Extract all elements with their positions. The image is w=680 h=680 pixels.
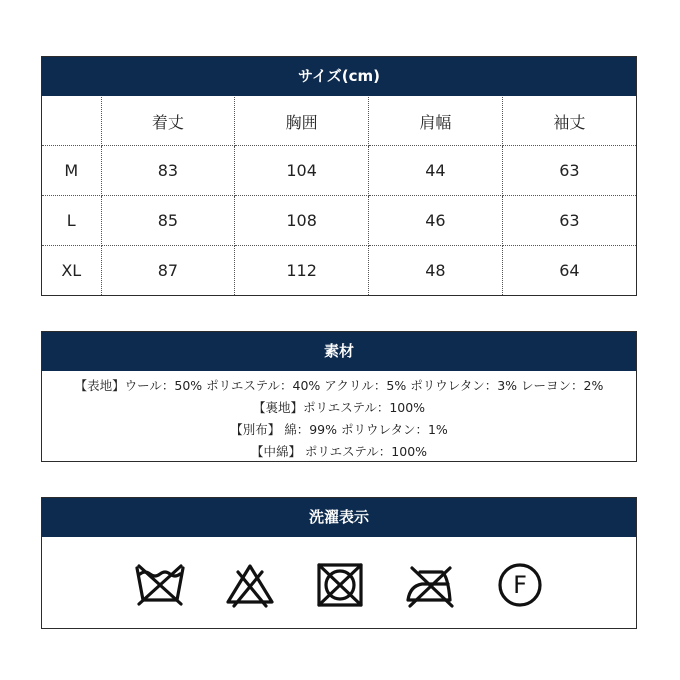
column-header-shoulder: 肩幅	[369, 97, 503, 146]
dry-clean-letter: F	[513, 571, 527, 599]
table-cell: 64	[559, 261, 580, 280]
table-cell: 85	[101, 196, 235, 246]
table-cell: 63	[502, 196, 636, 246]
column-header-chest: 胸囲	[235, 97, 369, 146]
table-row	[42, 246, 636, 296]
table-cell: 112	[235, 246, 369, 296]
size-header: サイズ(cm)	[42, 57, 636, 97]
table-cell: 104	[235, 146, 369, 196]
size-table-header-row	[42, 97, 636, 146]
material-panel	[41, 331, 637, 462]
care-header: 洗濯表示	[42, 498, 636, 538]
table-cell: 63	[502, 146, 636, 196]
do-not-wash-icon	[134, 562, 186, 608]
table-cell: 48	[369, 246, 503, 296]
table-cell: 87	[101, 246, 235, 296]
size-label: L	[42, 196, 101, 246]
table-cell: 108	[235, 196, 369, 246]
table-row	[42, 196, 636, 246]
size-panel	[41, 56, 637, 296]
material-line-other-fabric: 【別布】 綿：99% ポリウレタン：1%	[230, 422, 448, 437]
material-line-lining: 【裏地】ポリエステル：100%	[252, 400, 426, 415]
column-header	[42, 97, 101, 146]
size-table	[42, 97, 636, 295]
size-label: XL	[42, 246, 101, 296]
size-label: M	[42, 146, 101, 196]
material-header: 素材	[42, 332, 636, 372]
table-row	[42, 146, 636, 196]
care-panel	[41, 497, 637, 629]
column-header-sleeve: 袖丈	[502, 97, 636, 146]
table-cell: 46	[369, 196, 503, 246]
dry-clean-f-icon	[494, 562, 546, 608]
do-not-iron-icon	[404, 562, 456, 608]
column-header-length: 着丈	[101, 97, 235, 146]
material-line-padding: 【中綿】 ポリエステル：100%	[250, 444, 428, 459]
material-line-outer: 【表地】ウール：50% ポリエステル：40% アクリル：5% ポリウレタン：3% レーヨン：2%	[74, 378, 604, 393]
do-not-bleach-icon	[224, 562, 276, 608]
table-cell: 83	[101, 146, 235, 196]
material-list	[42, 372, 636, 463]
table-cell: 44	[369, 146, 503, 196]
care-icon-row	[42, 538, 636, 628]
do-not-tumble-dry-icon	[314, 562, 366, 608]
